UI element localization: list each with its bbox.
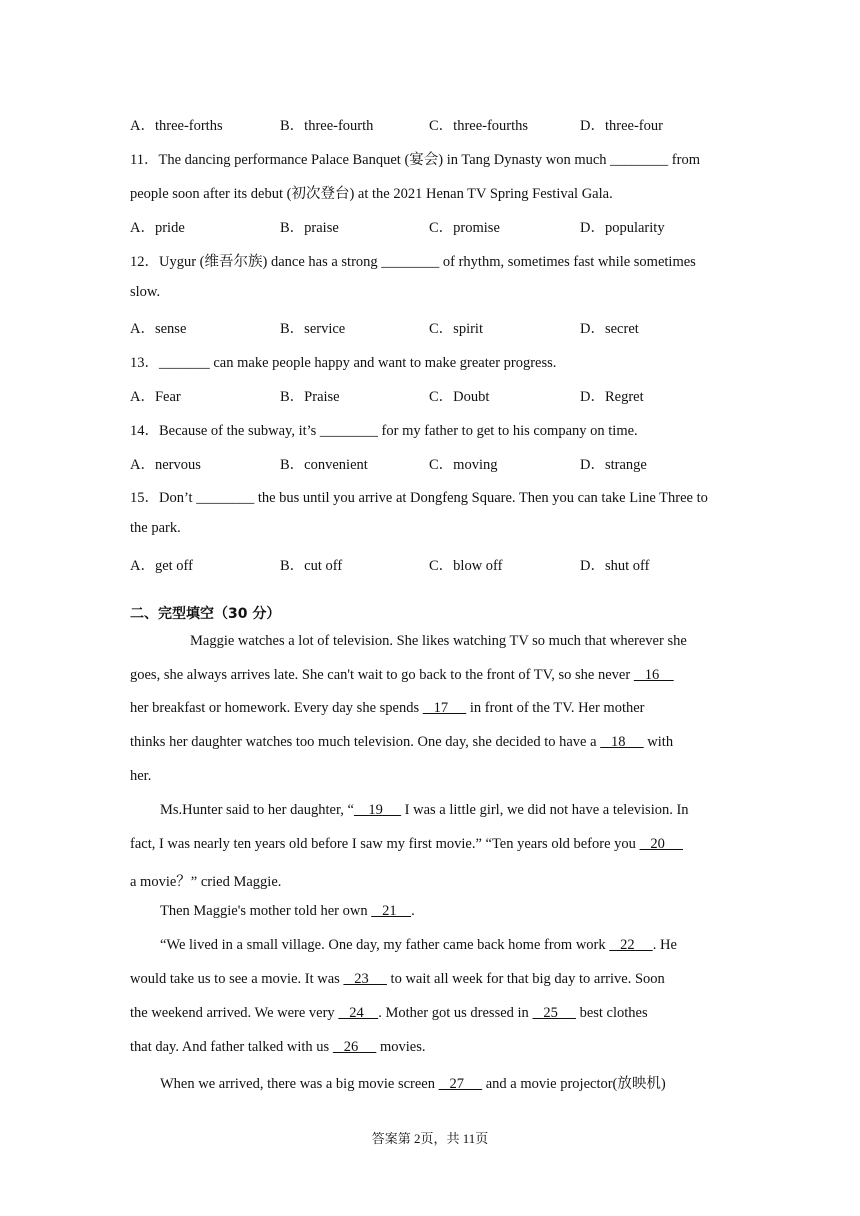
- q10-option-b: B．three-fourth: [280, 118, 374, 134]
- q11-option-a: A．pride: [130, 220, 185, 236]
- q14-option-a: A．nervous: [130, 457, 201, 473]
- q13-option-d: D．Regret: [580, 389, 644, 405]
- passage-text: her.: [130, 768, 152, 784]
- q15-stem-line1: 15．Don’t ________ the bus until you arrive at Dongfeng Square. Then you can take Line Three to: [130, 490, 708, 506]
- q15-option-b: B．cut off: [280, 558, 343, 574]
- passage-text: thinks her daughter watches too much television. One day, she decided to have a: [130, 734, 601, 750]
- passage-text: I was a little girl, we did not have a television. In: [401, 802, 689, 818]
- passage-text: When we arrived, there was a big movie screen: [160, 1076, 439, 1092]
- passage-text: .: [411, 903, 415, 919]
- passage-line-14: [160, 1072, 666, 1093]
- passage-text: “We lived in a small village. One day, my father came back home from work: [160, 937, 610, 953]
- passage-text: with: [643, 734, 674, 750]
- blank-23: 23: [343, 971, 387, 987]
- passage-line-13: [130, 1039, 425, 1056]
- passage-line-3: [130, 700, 645, 717]
- q14-option-b: B．convenient: [280, 457, 368, 473]
- passage-text: and a movie projector(放映机): [482, 1076, 666, 1092]
- q12-option-d: D．secret: [580, 321, 639, 337]
- passage-text: movies.: [376, 1039, 426, 1055]
- q13-option-c: C．Doubt: [429, 389, 490, 405]
- q15-option-a: A．get off: [130, 558, 193, 574]
- q10-option-d: D．three-four: [580, 118, 663, 134]
- section-heading: 二、完型填空（30 分）: [130, 606, 281, 622]
- passage-line-9: [160, 903, 415, 920]
- blank-19: 19: [353, 802, 402, 818]
- q14-option-d: D．strange: [580, 457, 647, 473]
- q13-option-b: B．Praise: [280, 389, 340, 405]
- passage-text: . He: [652, 937, 677, 953]
- passage-text: goes, she always arrives late. She can't wait to go back to the front of TV, so she never: [130, 667, 634, 683]
- passage-text: best clothes: [575, 1005, 648, 1021]
- q11-option-d: D．popularity: [580, 220, 665, 236]
- blank-16: 16: [633, 667, 674, 683]
- passage-line-10: [160, 937, 677, 954]
- blank-21: 21: [371, 903, 412, 919]
- passage-text: her breakfast or homework. Every day she spends: [130, 700, 423, 716]
- q10-option-c: C．three-fourths: [429, 118, 529, 134]
- q14-option-c: C．moving: [429, 457, 498, 473]
- blank-26: 26: [332, 1039, 377, 1055]
- q11-option-c: C．promise: [429, 220, 500, 236]
- q15-option-d: D．shut off: [580, 558, 650, 574]
- q14-stem: 14．Because of the subway, it’s ________ for my father to get to his company on time.: [130, 423, 638, 439]
- q15-stem-line2: the park.: [130, 520, 181, 536]
- passage-line-7: [130, 836, 683, 853]
- q12-option-b: B．service: [280, 321, 346, 337]
- passage-line-4: [130, 734, 673, 751]
- passage-text: Maggie watches a lot of television. She likes watching TV so much that wherever she: [190, 633, 687, 649]
- passage-text: . Mother got us dressed in: [378, 1005, 533, 1021]
- passage-text: to wait all week for that big day to arrive. Soon: [386, 971, 665, 987]
- q10-option-a: A．three-forths: [130, 118, 223, 134]
- passage-line-1: [190, 633, 687, 650]
- passage-line-5: [130, 768, 151, 785]
- blank-22: 22: [609, 937, 653, 953]
- passage-text: a movie？” cried Maggie.: [130, 874, 282, 890]
- blank-18: 18: [600, 734, 644, 750]
- passage-text: Ms.Hunter said to her daughter, “: [160, 802, 354, 818]
- passage-text: the weekend arrived. We were very: [130, 1005, 339, 1021]
- passage-line-2: [130, 667, 674, 684]
- passage-line-12: [130, 1005, 648, 1022]
- blank-27: 27: [438, 1076, 483, 1092]
- q13-option-a: A．Fear: [130, 389, 181, 405]
- q12-stem-line1: 12．Uygur (维吾尔族) dance has a strong ________ of rhythm, sometimes fast while sometimes: [130, 254, 696, 270]
- q11-stem-line1: 11．The dancing performance Palace Banquet (宴会) in Tang Dynasty won much ________ from: [130, 152, 700, 168]
- passage-text: that day. And father talked with us: [130, 1039, 333, 1055]
- q13-stem: 13．_______ can make people happy and want to make greater progress.: [130, 355, 557, 371]
- blank-24: 24: [338, 1005, 379, 1021]
- passage-text: would take us to see a movie. It was: [130, 971, 344, 987]
- passage-text: Then Maggie's mother told her own: [160, 903, 372, 919]
- passage-line-8: [130, 870, 281, 891]
- q12-option-c: C．spirit: [429, 321, 483, 337]
- q11-option-b: B．praise: [280, 220, 339, 236]
- blank-20: 20: [639, 836, 684, 852]
- page-footer: 答案第 2页，共 11页: [371, 1131, 489, 1146]
- blank-17: 17: [422, 700, 467, 716]
- blank-25: 25: [532, 1005, 576, 1021]
- passage-line-6: [160, 802, 689, 819]
- q12-stem-line2: slow.: [130, 284, 161, 300]
- passage-text: fact, I was nearly ten years old before I saw my first movie.” “Ten years old before you: [130, 836, 640, 852]
- q15-option-c: C．blow off: [429, 558, 503, 574]
- passage-text: in front of the TV. Her mother: [466, 700, 645, 716]
- passage-line-11: [130, 971, 665, 988]
- q11-stem-line2: people soon after its debut (初次登台) at the 2021 Henan TV Spring Festival Gala.: [130, 186, 613, 202]
- q12-option-a: A．sense: [130, 321, 187, 337]
